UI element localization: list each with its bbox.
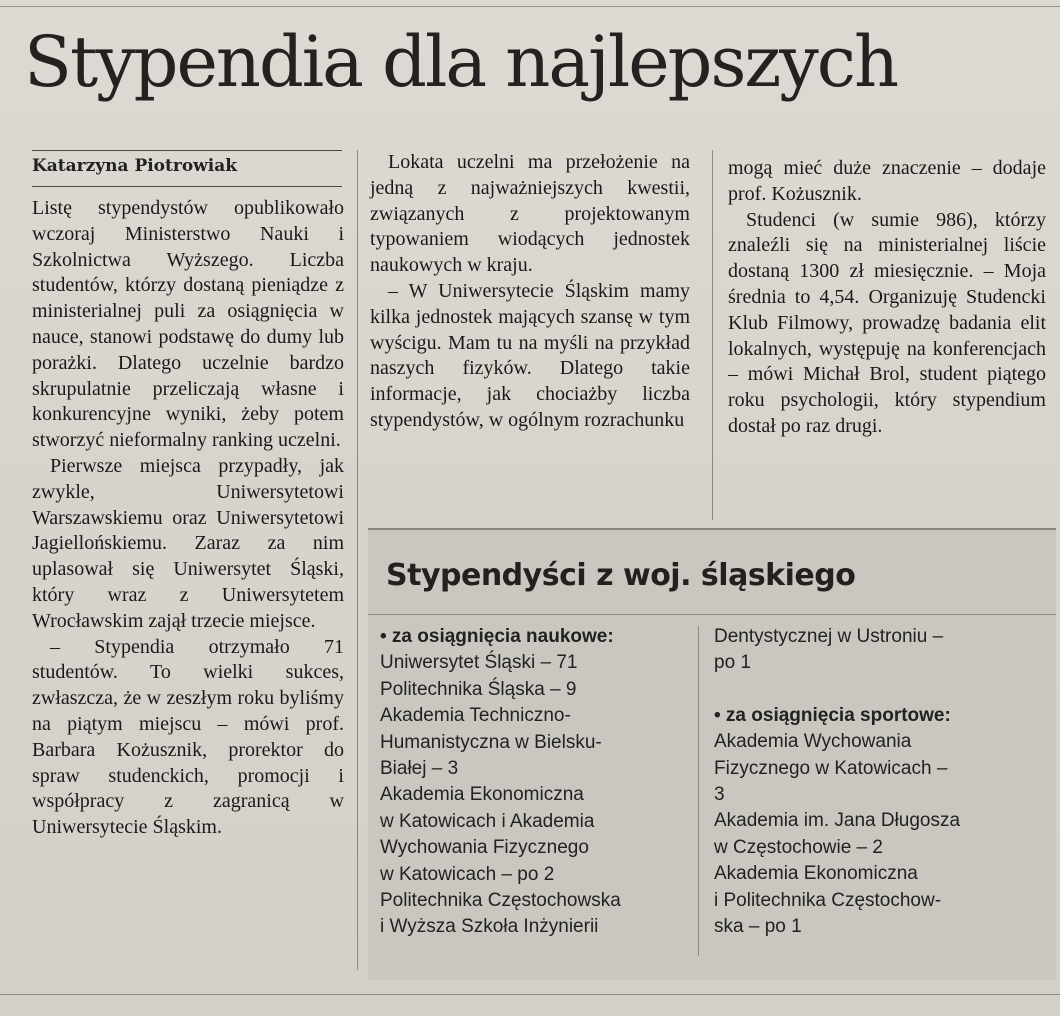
sidebar-line: Akademia Techniczno- [380,705,571,727]
paragraph: – W Uniwersytecie Śląskim mamy kilka jednostek mających szansę w tym wyścigu. Mam tu na myśli na przykład naszych fizyków. Dlatego takie informacje, jak chociażby liczba stypendystów, w ogólnym rozrachunku [370,279,690,431]
sidebar-column-1 [380,624,690,941]
sidebar-title: Stypendyści z woj. śląskiego [386,558,856,593]
sidebar-line: w Katowicach i Akademia [380,810,595,832]
sidebar-line: Uniwersytet Śląski – 71 [380,652,578,674]
sidebar-heading-academic: • za osiągnięcia naukowe: [380,626,614,647]
article-column-2 [370,150,690,434]
sidebar-divider [698,626,699,956]
sidebar-line: w Katowicach – po 2 [380,863,555,885]
sidebar-line: Akademia Ekonomiczna [714,863,918,885]
column-divider [357,150,358,970]
sidebar-line: Politechnika Częstochowska [380,890,621,912]
article-author: Katarzyna Piotrowiak [32,156,238,176]
sidebar-column-2 [714,624,1044,940]
article-column-1 [32,196,344,841]
paragraph: Studenci (w sumie 986), którzy znaleźli się na ministerialnej liście dostaną 1300 zł miesięcznie. – Moja średnia to 4,54. Organizuję Studencki Klub Filmowy, prowadzę badania elit lokalnych, występuję na konferencjach – mówi Michał Brol, student piątego roku psychologii, który stypendium dostał po raz drugi. [728,208,1046,437]
paragraph: Lokata uczelni ma przełożenie na jedną z najważniejszych kwestii, związanych z projektowanym typowaniem wiodących jednostek naukowych w kraju. [370,151,690,277]
top-rule [0,6,1060,7]
sidebar-line: Akademia Wychowania [714,731,912,753]
column-divider [712,150,713,520]
sidebar-line: Humanistyczna w Bielsku- [380,731,602,753]
article-title: Stypendia dla najlepszych [24,21,898,103]
sidebar-line: Politechnika Śląska – 9 [380,678,577,700]
byline-rule-top [32,150,342,151]
bottom-rule [0,994,1060,995]
sidebar-line: po 1 [714,652,751,674]
byline-rule-bottom [32,186,342,187]
paragraph: Listę stypendystów opublikowało wczoraj Ministerstwo Nauki i Szkolnictwa Wyższego. Liczba studentów, którzy dostaną pieniądze z ministerialnej puli za osiągnięcia w nauce, stanowi podstawę do dumy lub porażki. Dlatego uczelnie bardzo skrupulatnie przeliczają własne i konkurencyjne wyniki, żeby potem stworzyć nieformalny ranking uczelni. [32,197,344,452]
sidebar-line: Dentystycznej w Ustroniu – [714,626,944,647]
sidebar-box [368,528,1056,980]
sidebar-line: Akademia im. Jana Długosza [714,810,961,832]
sidebar-line: Fizycznego w Katowicach – [714,757,948,779]
sidebar-line: ska – po 1 [714,916,802,938]
sidebar-line: 3 [714,784,725,806]
sidebar-spacer [714,677,1044,703]
sidebar-line: i Wyższa Szkoła Inżynierii [380,916,599,938]
sidebar-heading-sport: • za osiągnięcia sportowe: [714,704,951,726]
sidebar-line: i Politechnika Częstochow- [714,889,942,911]
sidebar-line: Białej – 3 [380,758,459,780]
sidebar-rule [368,614,1056,615]
sidebar-line: w Częstochowie – 2 [714,836,883,858]
paragraph: – Stypendia otrzymało 71 studentów. To wielki sukces, zwłaszcza, że w zeszłym roku byliśmy na piątym miejscu – mówi prof. Barbara Kożusznik, prorektor do spraw studenckich, promocji i współpracy z zagranicą w Uniwersytecie Śląskim. [32,635,344,839]
paragraph: Pierwsze miejsca przypadły, jak zwykle, Uniwersytetowi Warszawskiemu oraz Uniwersytetowi Jagiellońskiemu. Zaraz za nim uplasował się Uniwersytet Śląski, który wraz z Uniwersytetem Wrocławskim zajął trzecie miejsce. [32,454,344,632]
paragraph: mogą mieć duże znaczenie – dodaje prof. Kożusznik. [728,157,1046,205]
sidebar-line: Wychowania Fizycznego [380,837,589,859]
sidebar-line: Akademia Ekonomiczna [380,784,584,806]
article-column-3 [728,156,1046,440]
